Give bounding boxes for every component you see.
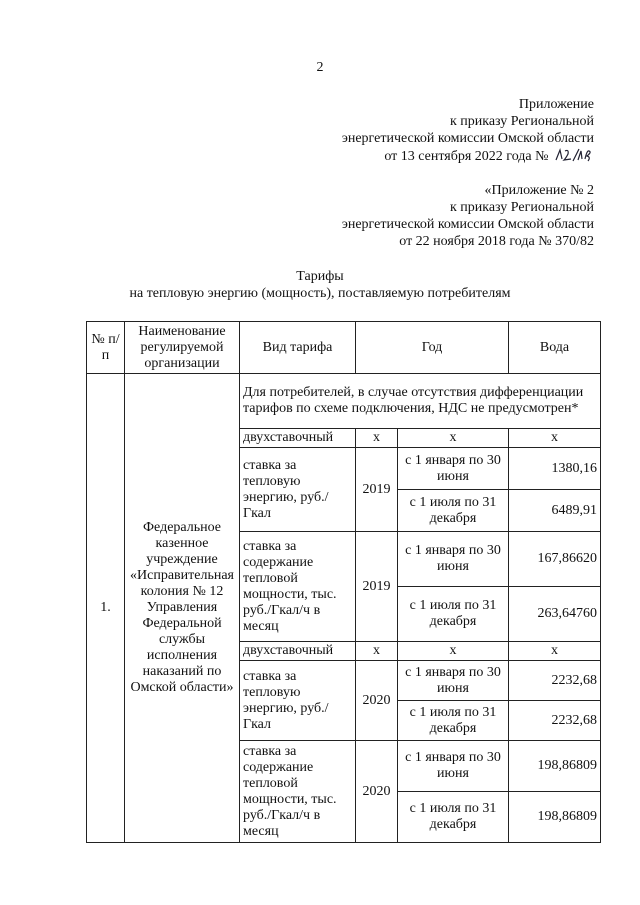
appendix-current-date: от 13 сентября 2022 года № bbox=[384, 149, 549, 164]
appendix-previous-line1: «Приложение № 2 bbox=[484, 183, 594, 198]
period-cell: с 1 января по 30 июня bbox=[398, 661, 509, 701]
header-tariff-type: Вид тарифа bbox=[240, 322, 356, 374]
page-number: 2 bbox=[316, 60, 324, 75]
water-cell: 167,86620 bbox=[509, 532, 601, 587]
period-cell: с 1 января по 30 июня bbox=[398, 448, 509, 490]
table-row bbox=[87, 374, 601, 429]
appendix-previous-line2: к приказу Региональной bbox=[449, 200, 594, 215]
water-cell: 263,64760 bbox=[509, 587, 601, 642]
appendix-previous-line3: энергетической комиссии Омской области bbox=[341, 217, 594, 232]
tariff-type-cell: двухставочный bbox=[240, 642, 356, 661]
year-cell: 2019 bbox=[356, 532, 398, 642]
handwritten-number-signature bbox=[554, 147, 594, 163]
water-cell: 2232,68 bbox=[509, 661, 601, 701]
appendix-previous bbox=[342, 182, 594, 250]
year-cell: 2020 bbox=[356, 661, 398, 741]
header-year: Год bbox=[356, 322, 509, 374]
appendix-previous-line4: от 22 ноября 2018 года № 370/82 bbox=[399, 234, 594, 249]
tariff-type-cell: ставка за тепловую энергию, руб./Гкал bbox=[240, 661, 356, 741]
organization-name: Федеральное казенное учреждение «Исправительная колония № 12 Управления Федеральной службы исполнения наказаний по Омской области» bbox=[125, 374, 240, 843]
tariff-table bbox=[86, 321, 601, 843]
water-cell: 1380,16 bbox=[509, 448, 601, 490]
handwritten-order-number bbox=[552, 147, 594, 165]
document-title bbox=[0, 268, 640, 302]
tariff-type-cell: двухставочный bbox=[240, 429, 356, 448]
year-cell: x bbox=[356, 429, 398, 448]
year-cell: 2020 bbox=[356, 741, 398, 843]
year-cell: 2019 bbox=[356, 448, 398, 532]
period-cell: x bbox=[398, 429, 509, 448]
header-organization: Наименование регулируемой организации bbox=[125, 322, 240, 374]
water-cell: 198,86809 bbox=[509, 741, 601, 792]
row-number: 1. bbox=[87, 374, 125, 843]
appendix-current bbox=[342, 96, 594, 165]
water-cell: x bbox=[509, 429, 601, 448]
period-cell: с 1 июля по 31 декабря bbox=[398, 587, 509, 642]
header-water: Вода bbox=[509, 322, 601, 374]
table-header-row bbox=[87, 322, 601, 374]
water-cell: x bbox=[509, 642, 601, 661]
tariff-type-cell: ставка за содержание тепловой мощности, тыс. руб./Гкал/ч в месяц bbox=[240, 532, 356, 642]
header-num: № п/п bbox=[87, 322, 125, 374]
appendix-current-line3: энергетической комиссии Омской области bbox=[341, 131, 594, 146]
period-cell: с 1 января по 30 июня bbox=[398, 741, 509, 792]
year-cell: x bbox=[356, 642, 398, 661]
appendix-current-line2: к приказу Региональной bbox=[449, 114, 594, 129]
title-line1: Тарифы bbox=[296, 269, 344, 284]
water-cell: 6489,91 bbox=[509, 490, 601, 532]
period-cell: с 1 июля по 31 декабря bbox=[398, 490, 509, 532]
period-cell: с 1 января по 30 июня bbox=[398, 532, 509, 587]
water-cell: 198,86809 bbox=[509, 792, 601, 843]
appendix-current-line1: Приложение bbox=[518, 97, 594, 112]
tariff-type-cell: ставка за содержание тепловой мощности, тыс. руб./Гкал/ч в месяц bbox=[240, 741, 356, 843]
water-cell: 2232,68 bbox=[509, 701, 601, 741]
appendix-current-line4 bbox=[342, 147, 594, 165]
period-cell: с 1 июля по 31 декабря bbox=[398, 792, 509, 843]
tariff-type-cell: ставка за тепловую энергию, руб./Гкал bbox=[240, 448, 356, 532]
title-line2: на тепловую энергию (мощность), поставляемую потребителям bbox=[129, 286, 511, 301]
period-cell: с 1 июля по 31 декабря bbox=[398, 701, 509, 741]
period-cell: x bbox=[398, 642, 509, 661]
consumer-note: Для потребителей, в случае отсутствия дифференциации тарифов по схеме подключения, НДС не предусмотрен* bbox=[240, 374, 601, 429]
